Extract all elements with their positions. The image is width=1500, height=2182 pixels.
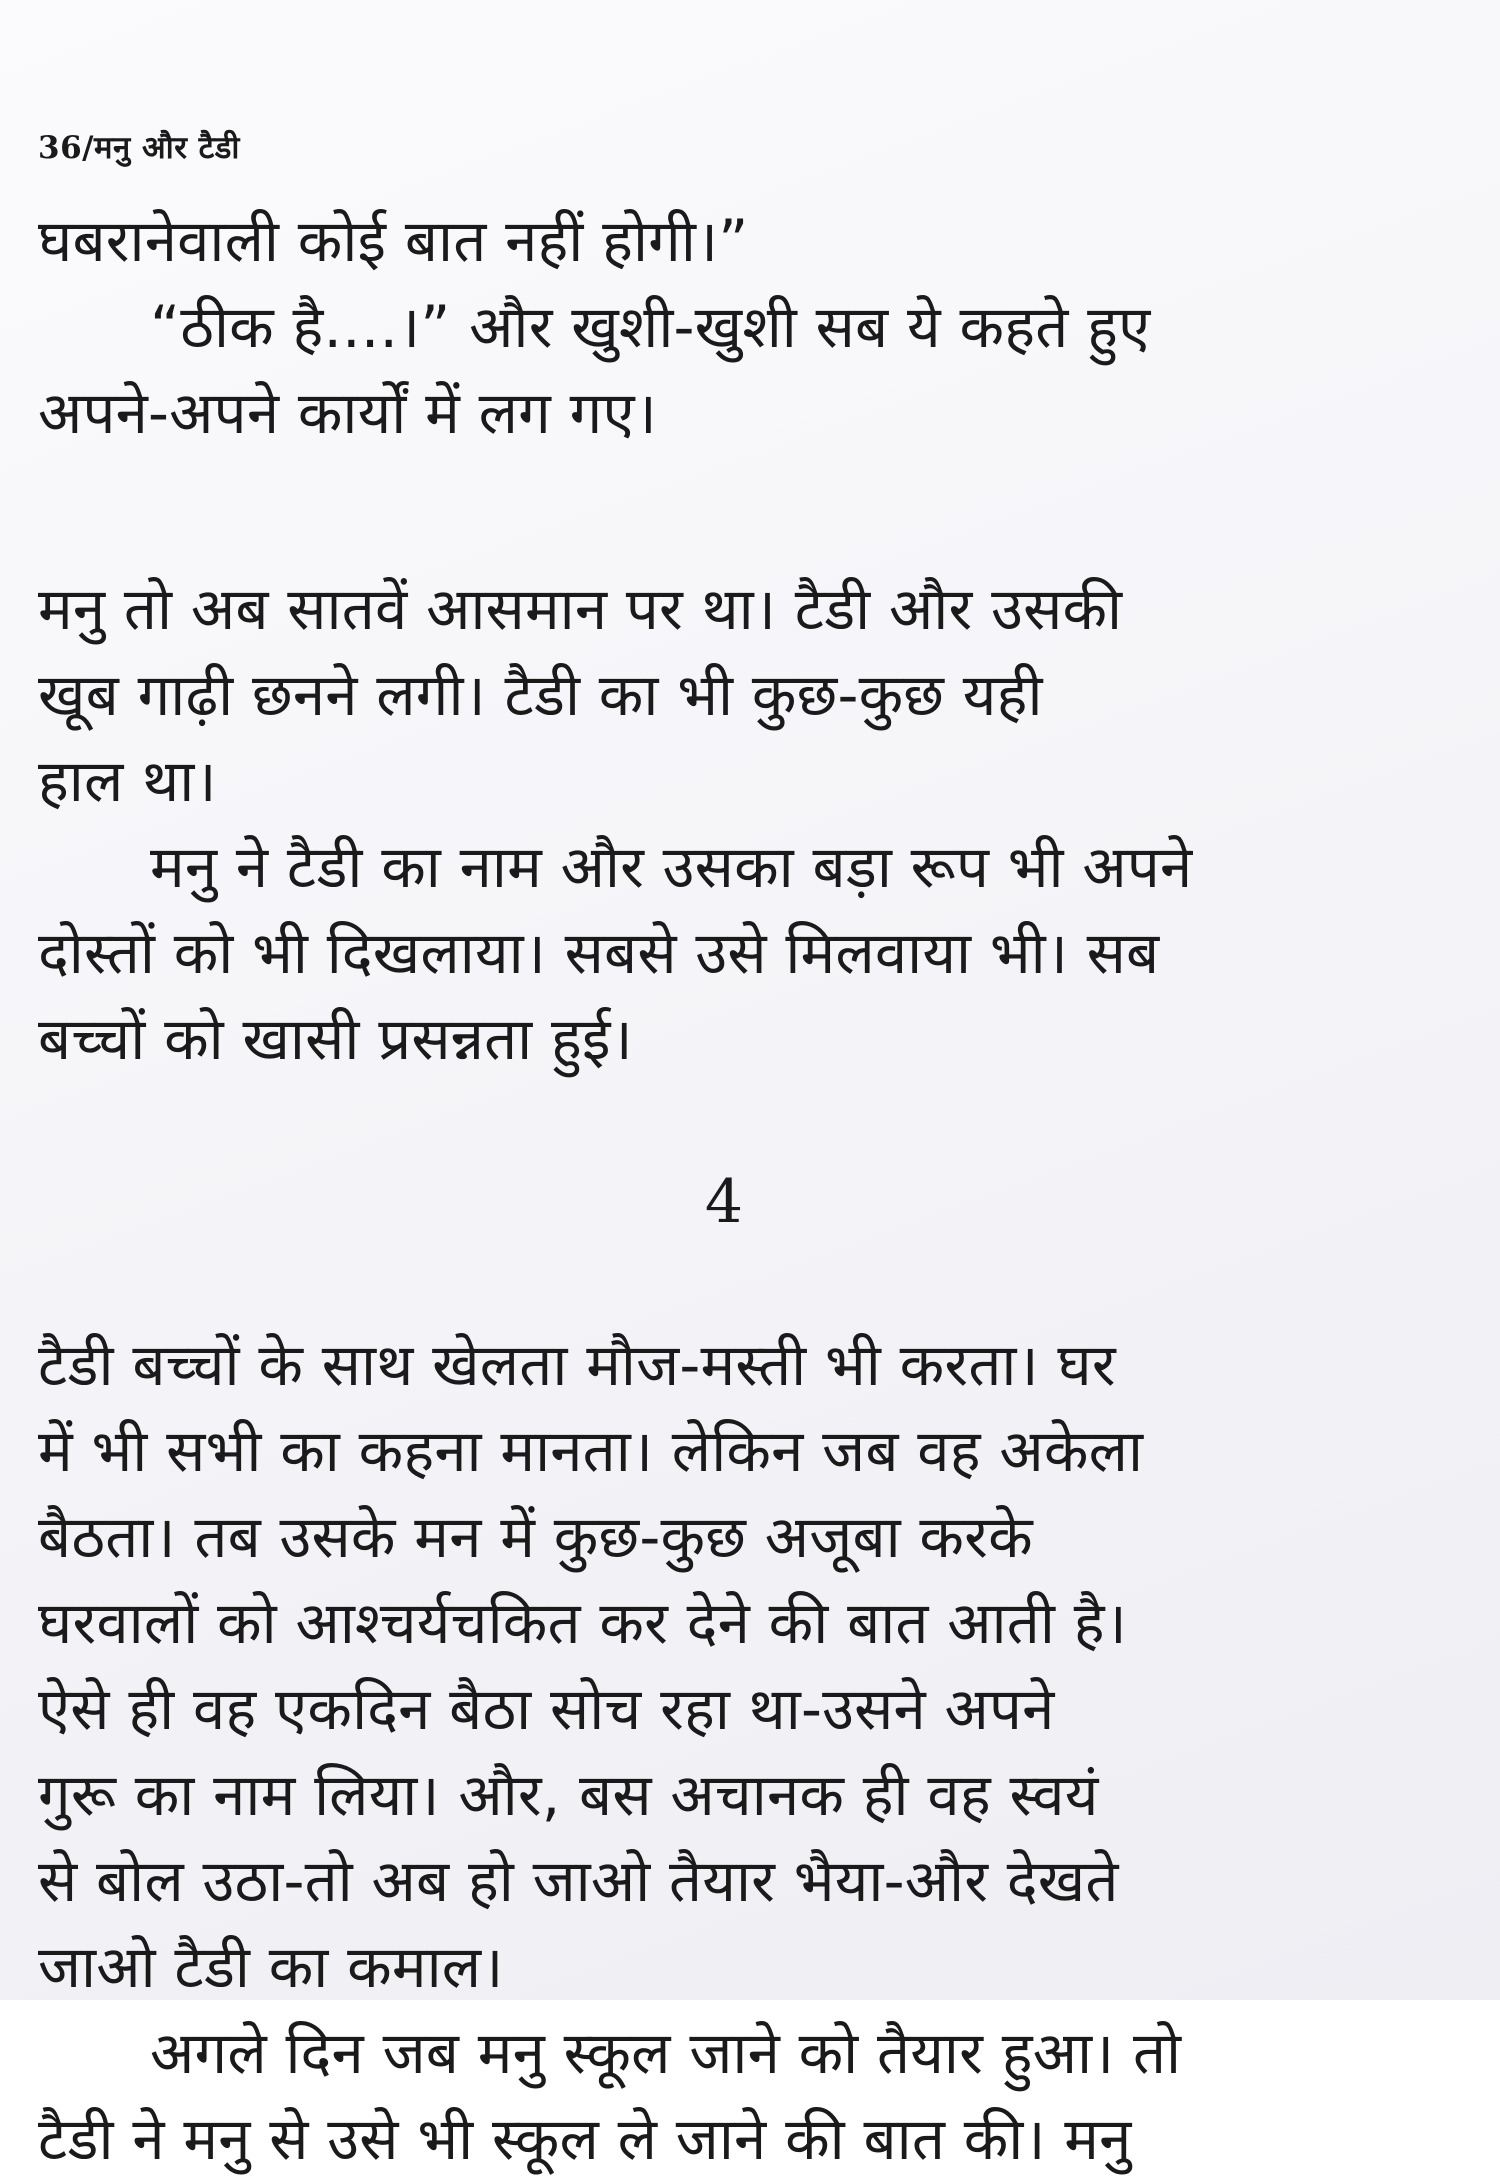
section-2 — [38, 566, 1470, 1082]
text-line: अगले दिन जब मनु स्कूल जाने को तैयार हुआ। तो — [150, 2019, 1182, 2087]
text-line: घबरानेवाली कोई बात नहीं होगी।” — [38, 207, 749, 275]
text-line: अपने-अपने कार्यों में लग गए। — [38, 379, 657, 447]
text-line: से बोल उठा-तो अब हो जाओ तैयार भैया-और देखते — [38, 1847, 1119, 1915]
section-break — [38, 456, 1470, 566]
spacer — [38, 1082, 1470, 1122]
text-line: खूब गाढ़ी छनने लगी। टैडी का भी कुछ-कुछ यही — [38, 661, 1043, 729]
text-line: बच्चों को खासी प्रसन्नता हुई। — [38, 1005, 633, 1073]
section-3 — [38, 1322, 1470, 2182]
chapter-number: 4 — [704, 1167, 744, 1237]
text-line: घरवालों को आश्चर्यचकित कर देने की बात आती है। — [38, 1589, 1127, 1657]
text-line: मनु ने टैडी का नाम और उसका बड़ा रूप भी अपने — [150, 833, 1193, 901]
text-line: गुरू का नाम लिया। और, बस अचानक ही वह स्वयं — [38, 1761, 1099, 1829]
text-line: दोस्तों को भी दिखलाया। सबसे उसे मिलवाया भी। सब — [38, 919, 1160, 987]
spacer — [38, 1282, 1470, 1322]
text-line: टैडी बच्चों के साथ खेलता मौज-मस्ती भी करता। घर — [38, 1331, 1116, 1399]
running-head: 36/मनु और टैडी — [38, 130, 240, 166]
text-line: हाल था। — [38, 747, 217, 815]
text-line: बैठता। तब उसके मन में कुछ-कुछ अजूबा करके — [38, 1503, 1033, 1571]
text-line: में भी सभी का कहना मानता। लेकिन जब वह अकेला — [38, 1417, 1144, 1485]
text-line: टैडी ने मनु से उसे भी स्कूल ले जाने की बात की। मनु — [38, 2105, 1132, 2173]
section-1 — [38, 198, 1470, 456]
text-line: जाओ टैडी का कमाल। — [38, 1933, 504, 2001]
text-line: ऐसे ही वह एकदिन बैठा सोच रहा था-उसने अपने — [38, 1675, 1055, 1743]
text-line: मनु तो अब सातवें आसमान पर था। टैडी और उसकी — [38, 575, 1123, 643]
text-line: “ठीक है....।” और खुशी-खुशी सब ये कहते हुए — [150, 293, 1151, 361]
